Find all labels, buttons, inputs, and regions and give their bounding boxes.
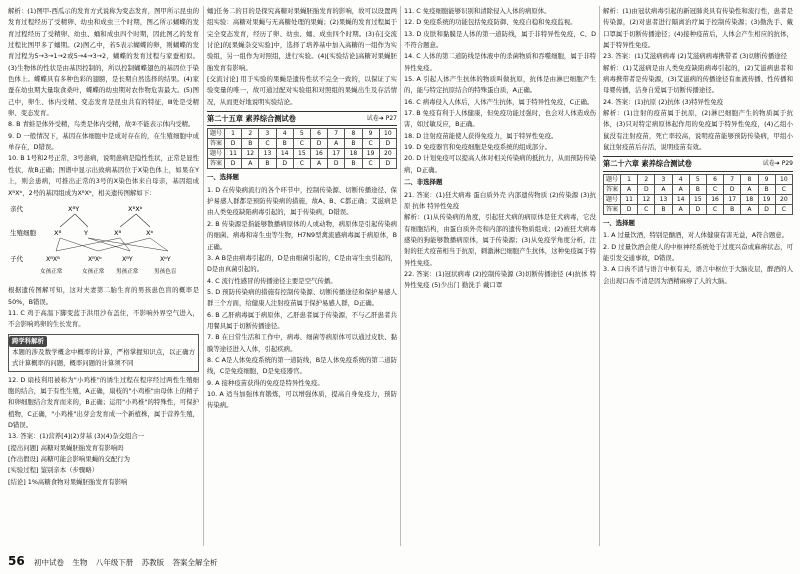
column-divider — [203, 6, 204, 546]
paragraph: 3. A 口齿不清与语言中枢有关，语言中枢位于大脑皮层，醉酒的人会出现口齿不清是因为酒精麻痹了人的大脑。 — [603, 265, 793, 285]
cell: C — [775, 204, 792, 214]
cell: 2 — [638, 174, 655, 184]
row-label: 题号 — [604, 174, 621, 184]
table-row — [604, 194, 793, 204]
cell: C — [293, 139, 310, 149]
paragraph: 2. B 传染源是指能够散播病原体的人或动物，病原体是引起传染病的细菌、病毒和寄生虫等生物，H7N9型禽流感病毒属于病原体，B正确。 — [207, 219, 397, 251]
paragraph: 18. D 注射疫苗能使人获得免疫力，属于特异性免疫。 — [404, 131, 558, 140]
cell: 11 — [621, 194, 638, 204]
child-phenotype: 女孩正常 — [40, 268, 63, 275]
gamete: Xᵇ — [146, 228, 154, 237]
cell: 19 — [758, 194, 775, 204]
paragraph: 蛹]任务二的目的是探究高糖对果蝇胚胎发育的影响，故可以设置两组实验：高糖对果蝇与无高糖处理的果蝇；(2)果蝇的发育过程属于完全变态发育，经历了卵、幼虫、蛹、成虫四个时期。(3)在[交流讨论]的[果蝇杂交实验]中，选择了培养基中加入高糖的一组作为实验组，另一组作为对照组，进行实验。(4)[实验结论]高糖对果蝇胚胎发育有影响。 — [207, 7, 397, 72]
cell: 9 — [758, 174, 775, 184]
child-phenotype: 男孩色盲 — [154, 268, 177, 275]
cell: A — [672, 204, 689, 214]
cell: A — [741, 184, 758, 194]
paragraph: 10. B 1号和2号正常，3号患病，说明患病是隐性性状，正常是显性性状，故B正确；图谱中显示出致病基因位于X染色体上，如果在Y上，则会患病，可推出正常的3号的X染色体来自母亲，基因组成XᴮXᵇ，2号的基因组成为XᴮXᵇ，相关遗传图解如下： — [8, 154, 199, 197]
paragraph: 2. D 过量饮酒会使人的中枢神经系统处于过度兴奋或麻痹状态，可能引发交通事故，D错误。 — [603, 242, 793, 262]
cell: 15 — [689, 194, 706, 204]
cell: 10 — [775, 174, 792, 184]
cell: D — [379, 159, 396, 169]
paragraph: 解析：(1)注射的疫苗属于抗原，(2)淋巴细胞产生的物质属于抗体，(3)只对特定病原体起作用的免疫属于特异性免疫，(4)乙组小鼠没有注射疫苗，死亡率较高，说明疫苗能够预防传染病，甲组小鼠注射疫苗后存活，说明疫苗有效。 — [603, 109, 793, 152]
paragraph: 13. D 皮肤和黏膜是人体的第一道防线，属于非特异性免疫，C、D不符合题意。 — [404, 29, 596, 50]
tip-box-title: 跨学科解析 — [9, 336, 47, 347]
cell: D — [621, 204, 638, 214]
cell: D — [638, 184, 655, 194]
chapter-header — [603, 156, 793, 171]
paragraph: 1. D 在传染病流行的各个环节中，控制传染源、切断传播途径、保护易感人群都是预防传染病的措施，故A、B、C都正确；艾滋病是由人类免疫缺陷病毒引起的，属于传染病，D错误。 — [207, 185, 397, 217]
gamete: Xᴮ — [114, 228, 122, 237]
paragraph: 解析：(1)艾滋病是由人类免疫缺陷病毒引起的，(2)艾滋病患者和病毒携带者是传染源，(3)艾滋病的传播途径有血液传播、性传播和母婴传播，洁身自爱属于切断传播途径。 — [603, 63, 793, 95]
gamete: Y — [84, 228, 88, 237]
cell: 3 — [259, 129, 276, 139]
paragraph: 根据遗传图解可知，这对夫妻第二胎生育的男孩患色盲的概率是50%，B错误。 — [8, 286, 199, 306]
cell: C — [293, 159, 310, 169]
child-phenotype: 女孩正常 — [82, 268, 105, 275]
column-divider — [400, 6, 401, 546]
paragraph: 6. B 乙肝病毒属于病原体，乙肝患者属于传染源，不与乙肝患者共用餐具属于切断传播途径。 — [207, 310, 397, 330]
cell: D — [225, 159, 242, 169]
paragraph: 15. A 引起人体产生抗体的物质叫做抗原，抗体是由淋巴细胞产生的，能与特定抗原结合的特殊蛋白质，A正确。 — [404, 75, 596, 95]
row-label: 答案 — [208, 139, 225, 149]
paragraph: 23. 答案：(1)艾滋病病毒 (2)艾滋病病毒携带者 (3)切断传播途径 — [603, 52, 788, 61]
cell: 1 — [225, 129, 242, 139]
section-heading: 二、非选择题 — [404, 178, 443, 187]
paragraph: 解析：(1)图甲-西瓜示的发育方式说称为变态发育，图甲所示昆虫的发育过程经历了受精卵、幼虫和成虫三个时期，图乙所示蝴蝶的发育过程经历了受精卵、幼虫、蛹和成虫四个时期，因此图乙的发育过程比图甲多了蛹期。(2)图乙中，若5表示蝴蝶的卵，则蝴蝶的发育过程为5→3→1→2或5→4→3→2，蝴蝶的发育过程与家蚕相似。(3)生物体的性状是由基因控制的，所以控制蝴蝶翅色的基因位于染色体上。蝶蝶具有多种色彩的翅膀，是长期自然选择的结果。(4)家蚕在幼虫期大量取食桑叶，蝶蝶的幼虫期对农作物危害最大。(5)图己中，卵生、体内受精、变态发育是昆虫共有的特征，Ⅲ处是受精卵、变态发育。 — [8, 7, 199, 118]
child-phenotype: 男孩正常 — [116, 268, 139, 275]
cell: 12 — [638, 194, 655, 204]
paragraph: 5. D 预防传染病的措施有控制传染源、切断传播途径和保护易感人群三个方面，给健康人注射疫苗属于保护易感人群，D正确。 — [207, 287, 397, 308]
footer-text — [34, 557, 224, 568]
cell: 15 — [293, 149, 310, 159]
cell: B — [345, 159, 362, 169]
cell: 3 — [655, 174, 672, 184]
gamete-label: 生殖细胞 — [10, 228, 36, 237]
section-heading: 一、选择题 — [603, 218, 635, 227]
cell: C — [362, 139, 379, 149]
paragraph: 11. C 免疫细胞能够识别和清除侵入人体的病原体。 — [404, 7, 551, 15]
cell: C — [362, 159, 379, 169]
cell: A — [741, 204, 758, 214]
chapter-title: 第二十六章 素养综合测试卷 — [603, 159, 692, 169]
cell: 19 — [362, 149, 379, 159]
paragraph: 1. A 过量饮酒，特别是酗酒，对人体健康有害无益，A符合题意。 — [603, 231, 789, 240]
table-row — [208, 159, 397, 169]
table-row — [208, 129, 397, 139]
row-label: 题号 — [604, 194, 621, 204]
child-genotype: XᵇY — [160, 255, 171, 263]
paragraph: 8. B 青蛙是体外受精，鸟类是体内受精，故②不能表示体内受精。 — [8, 120, 195, 129]
column-1 — [8, 6, 199, 546]
cell: 8 — [345, 129, 362, 139]
paragraph: 13. 答案：(1)营养[4](2)芽基 (3)(4)杂交组合一 — [8, 432, 145, 441]
cell: C — [775, 184, 792, 194]
footer-book: 初中试卷 — [34, 558, 64, 567]
paragraph: 10. A 适当加强体育锻炼，可以增强体质，提高自身免疫力，预防传染病。 — [207, 389, 397, 410]
cell: C — [259, 139, 276, 149]
cell: 13 — [655, 194, 672, 204]
column-divider — [599, 6, 600, 546]
column-2 — [207, 6, 397, 546]
cell: 2 — [242, 129, 259, 139]
cell: 14 — [672, 194, 689, 204]
cell: 1 — [621, 174, 638, 184]
cell: 13 — [259, 149, 276, 159]
paragraph: [提出问题] 高糖对果蝇胚胎发育有影响吗 — [8, 443, 124, 452]
footer-edition: 苏教版 — [141, 558, 165, 567]
paragraph: 12. D 免疫系统的功能包括免疫防御、免疫自稳和免疫监视。 — [404, 18, 577, 27]
row-label: 答案 — [604, 204, 621, 214]
paragraph: 解析：(1)从传染病的角度，引起狂犬病的病原体是狂犬病毒，它没有细胞结构，由蛋白质外壳和内部的遗传物质组成；(2)被狂犬病毒感染的狗能够散播病原体，属于传染源；(3)从免疫学角度分析，注射的狂犬疫苗相当于抗原，刺激淋巴细胞产生抗体，这种免疫属于特异性免疫。 — [404, 213, 596, 267]
tip-box-text: 本题的涉及数学概念中概率的计算，严格掌握知识点，以正确方式计算概率的问题，概率问题的计算须不同 — [12, 347, 195, 368]
cell: A — [242, 159, 259, 169]
cell: A — [621, 184, 638, 194]
cell: 5 — [689, 174, 706, 184]
cell: D — [310, 139, 327, 149]
paragraph: 20. D 计划免疫可以提高人体对相关传染病的抵抗力，从而预防传染病，D正确。 — [404, 154, 596, 174]
cell: 18 — [345, 149, 362, 159]
child-label: 子代 — [10, 254, 23, 263]
cell: 14 — [276, 149, 293, 159]
cell: 16 — [310, 149, 327, 159]
row-label: 题号 — [208, 149, 225, 159]
cell: 7 — [328, 129, 345, 139]
cell: 4 — [276, 129, 293, 139]
paragraph: 9. A 接种疫苗获得的免疫是特异性免疫。 — [207, 378, 324, 387]
cell: A — [672, 184, 689, 194]
cell: 20 — [775, 194, 792, 204]
table-row — [208, 149, 397, 159]
paragraph: 8. C A是人体免疫系统的第一道防线，B是人体免疫系统的第二道防线，C是免疫细胞，D是免疫器官。 — [207, 355, 397, 376]
cell: A — [310, 159, 327, 169]
footer-label: 答案全解全析 — [172, 558, 218, 567]
cell: 11 — [225, 149, 242, 159]
paragraph: 16. C 病毒侵入人体后，人体产生抗体，属于特异性免疫，C正确。 — [404, 97, 594, 106]
child-genotype: XᴮY — [122, 255, 133, 263]
table-row — [604, 204, 793, 214]
cell: 4 — [672, 174, 689, 184]
paragraph: 17. B 免疫有利于人体健康，但免疫功能过强时，也会对人体造成伤害，如过敏反应，B正确。 — [404, 109, 596, 129]
paragraph: 12. D 扇枝利用被称为"小鸡椎"的诱生过程在程序经过两性生殖细胞的结合，属于有性生殖，A正确，扇枝的"小鸡椎"由母体上的精子和卵细胞结合发育而来的，B正确；运用"小鸡椎"的特殊性，可保护植物，C正确，"小鸡椎"出芽会发育成一个新植株，属于营养生殖，D错误。 — [8, 375, 199, 429]
paragraph: 3. A B是由病毒引起的，D是由细菌引起的，C是由寄生虫引起的，D是由真菌引起的。 — [207, 253, 397, 274]
cell: B — [758, 184, 775, 194]
cell: A — [328, 139, 345, 149]
child-genotype: XᴮXᵇ — [88, 255, 102, 263]
chapter-title: 第二十五章 素养综合测试卷 — [207, 114, 296, 124]
paragraph: 9. D 一般情况下，基因在体细胞中是成对存在的，在生殖细胞中成单存在，D错误。 — [8, 131, 199, 152]
cell: C — [638, 204, 655, 214]
footer-grade: 八年级下册 — [95, 558, 134, 567]
cell: D — [758, 204, 775, 214]
cell: 10 — [379, 129, 396, 139]
column-3 — [404, 6, 596, 546]
parent-female: XᴮXᵇ — [128, 204, 143, 213]
cell: 8 — [741, 174, 758, 184]
paragraph: 14. C 人体的第二道防线是体液中的杀菌物质和吞噬细胞，属于非特异性免疫。 — [404, 52, 596, 72]
paragraph: [结论] 1%高糖食物对果蝇胚胎发育有影响 — [8, 477, 128, 486]
tip-box — [8, 334, 199, 372]
parents-label: 亲代 — [10, 204, 23, 213]
paragraph: 7. B 在日常生活和工作中，病毒、细菌等病原体可以通过皮肤、黏膜等途径进入人体，引起疾病。 — [207, 333, 397, 353]
cell: 6 — [706, 174, 723, 184]
table-row — [604, 174, 793, 184]
cell: D — [276, 159, 293, 169]
paragraph: [作出假设] 高糖可能会影响果蝇的交配行为 — [8, 455, 131, 463]
cell: D — [328, 159, 345, 169]
paragraph: 4. C 流行性感冒的传播途径主要是空气传播。 — [207, 276, 337, 285]
cell: 7 — [724, 174, 741, 184]
cell: B — [724, 204, 741, 214]
row-label: 答案 — [208, 159, 225, 169]
answer-table — [603, 174, 793, 215]
cell: C — [706, 204, 723, 214]
cell: 18 — [741, 194, 758, 204]
chapter-ref: 试卷➜ P27 — [366, 115, 397, 123]
cell: 17 — [328, 149, 345, 159]
cell: B — [689, 184, 706, 194]
paragraph: 解析：(1)由冠状病毒引起的新冠肺炎具有传染性和流行性，患者是传染源，(2)对患者进行隔离治疗属于控制传染源；(3)勤洗手、戴口罩属于切断传播途径；(4)接种疫苗后，人体会产生相应的抗体，属于特异性免疫。 — [603, 7, 793, 50]
cell: A — [655, 184, 672, 194]
cell: 12 — [242, 149, 259, 159]
cell: D — [379, 139, 396, 149]
page-footer — [0, 550, 800, 574]
cell: 20 — [379, 149, 396, 159]
cell: C — [706, 184, 723, 194]
row-label: 答案 — [604, 184, 621, 194]
section-heading: 一、选择题 — [207, 173, 239, 182]
paragraph: [交流讨论] 用于实验的果蝇是遗传性状不完全一致的，以保证了实验变量的唯一，故可通过配对实验组和对照组的果蝇出生及存活情况，从而更好地说明实验结论。 — [207, 75, 397, 106]
cell: B — [345, 139, 362, 149]
parent-male: XᴮY — [68, 204, 80, 213]
paragraph: 11. C 鸡于高温下脚变蓝于洪用沙布盖住，不影响外界空气进入，不会影响鸡卵的生长发育。 — [8, 308, 199, 329]
cell: 9 — [362, 129, 379, 139]
cell: B — [242, 139, 259, 149]
column-4 — [603, 6, 793, 546]
page-number: 56 — [8, 554, 25, 568]
table-row — [604, 184, 793, 194]
gamete: Xᴮ — [54, 228, 62, 237]
cell: 5 — [293, 129, 310, 139]
cell: D — [225, 139, 242, 149]
row-label: 题号 — [208, 129, 225, 139]
cell: 17 — [724, 194, 741, 204]
cell: B — [259, 159, 276, 169]
chapter-ref: 试卷➜ P29 — [762, 160, 793, 168]
paragraph: 21. 答案：(1)狂犬病毒 蛋白质外壳 内部遗传物质 (2)传染源 (3)抗原 抗体 特异性免疫 — [404, 190, 596, 210]
paragraph: 24. 答案：(1)抗原 (2)抗体 (3)特异性免疫 — [603, 97, 724, 106]
paragraph: 22. 答案：(1)冠状病毒 (2)控制传染源 (3)切断传播途径 (4)抗体 特异性免疫 (5)少出门 勤洗手 戴口罩 — [404, 269, 596, 290]
cell: 6 — [310, 129, 327, 139]
genetic-cross-diagram — [8, 201, 199, 279]
cell: D — [689, 204, 706, 214]
chapter-header — [207, 111, 397, 126]
cell: 16 — [706, 194, 723, 204]
cell: D — [724, 184, 741, 194]
paragraph: 19. D 免疫器官和免疫细胞是免疫系统的组成部分。 — [404, 143, 551, 152]
cell: B — [655, 204, 672, 214]
answer-table — [207, 128, 397, 169]
paragraph: [实验过程] 鉴别亲本（步骤略） — [8, 466, 99, 475]
table-row — [208, 139, 397, 149]
cell: B — [276, 139, 293, 149]
footer-subject: 生物 — [72, 558, 88, 567]
child-genotype: XᴮXᴮ — [46, 255, 60, 263]
